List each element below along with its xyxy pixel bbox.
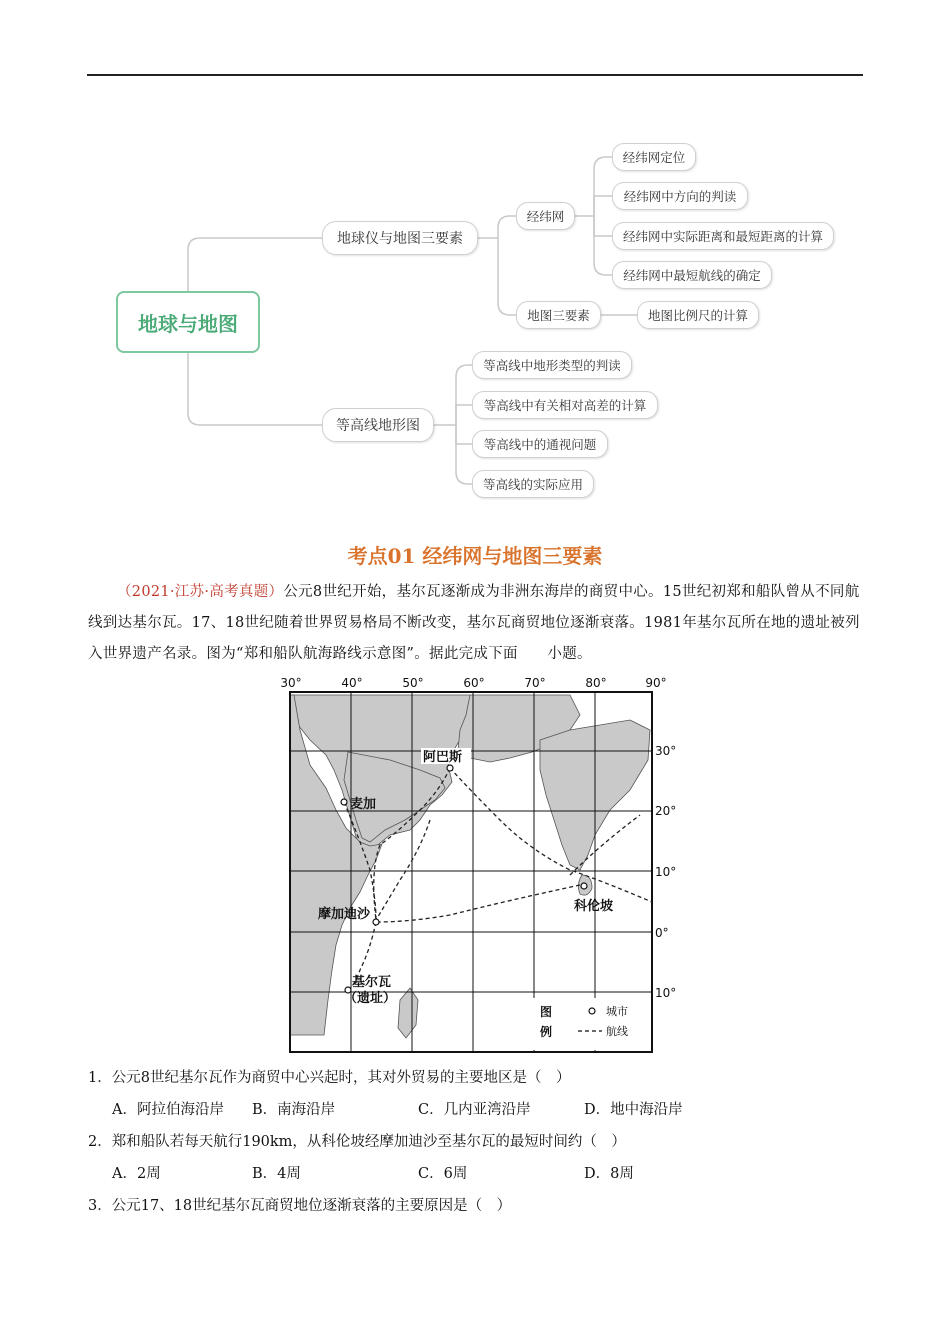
q1-option-d[interactable]: D．地中海沿岸: [584, 1102, 683, 1118]
intro-text: 公元8世纪开始，基尔瓦逐渐成为非洲东海岸的商贸中心。15世纪初郑和船队曾从不同航线到达基尔瓦。17、18世纪随着世界贸易格局不断改变，基尔瓦商贸地位逐渐衰落。1981年基尔瓦所在地的遗址被列入世界遗产名录。图为“郑和船队航海路线示意图”。据此完成下面 小题。: [88, 584, 860, 662]
lon-label: 90°: [645, 676, 667, 690]
map-legend: [532, 998, 650, 1050]
mindmap-item: 经纬网中实际距离和最短距离的计算: [612, 222, 834, 250]
svg-text:航线: 航线: [606, 1025, 628, 1038]
lat-label: 30°: [655, 744, 677, 758]
lat-label: 10°: [655, 986, 677, 1000]
lon-label: 70°: [524, 676, 546, 690]
route-map: [270, 670, 690, 1060]
place-kilwa-note: （遗址）: [344, 991, 397, 1006]
q2-option-b[interactable]: B．4周: [252, 1166, 301, 1182]
question-3: 3．公元17、18世纪基尔瓦商贸地位逐渐衰落的主要原因是（ ）: [88, 1198, 512, 1214]
mindmap-item: 经纬网定位: [612, 143, 696, 171]
mindmap-item: 等高线中有关相对高差的计算: [472, 391, 658, 419]
mindmap-root: 地球与地图: [116, 291, 260, 353]
place-abbas: 阿巴斯: [423, 750, 463, 765]
svg-text:图: 图: [540, 1005, 553, 1019]
lat-label: 10°: [655, 865, 677, 879]
q1-option-c[interactable]: C．几内亚湾沿岸: [418, 1102, 531, 1118]
mindmap-item: 地图比例尺的计算: [637, 301, 759, 329]
question-2: 2．郑和船队若每天航行190km，从科伦坡经摩加迪沙至基尔瓦的最短时间约（ ）: [88, 1134, 626, 1150]
mindmap-sub-map-elements: 地图三要素: [516, 301, 601, 329]
q2-option-a[interactable]: A．2周: [112, 1166, 161, 1182]
place-mogadishu: 摩加迪沙: [318, 907, 371, 922]
q1-option-b[interactable]: B．南海沿岸: [252, 1102, 336, 1118]
place-kilwa: 基尔瓦: [352, 975, 392, 990]
mindmap-sub-graticule: 经纬网: [516, 202, 575, 230]
section-title: 考点01 经纬网与地图三要素: [347, 544, 603, 568]
lat-label: 0°: [655, 926, 669, 940]
source-tag: （2021·江苏·高考真题）: [117, 584, 284, 600]
svg-text:城市: 城市: [606, 1005, 628, 1018]
lon-label: 80°: [585, 676, 607, 690]
mindmap-item: 等高线中的通视问题: [472, 430, 608, 458]
mindmap-item: 经纬网中最短航线的确定: [612, 261, 772, 289]
lon-label: 30°: [280, 676, 302, 690]
q2-option-d[interactable]: D．8周: [584, 1166, 634, 1182]
mindmap-branch-contour: 等高线地形图: [322, 408, 434, 442]
place-colombo: 科伦坡: [574, 899, 614, 914]
lon-label: 50°: [402, 676, 424, 690]
question-1: 1．公元8世纪基尔瓦作为商贸中心兴起时，其对外贸易的主要地区是（ ）: [88, 1070, 571, 1086]
lat-label: 20°: [655, 804, 677, 818]
lon-label: 40°: [341, 676, 363, 690]
mindmap-item: 等高线的实际应用: [472, 470, 594, 498]
q1-option-a[interactable]: A．阿拉伯海沿岸: [112, 1102, 224, 1118]
place-mecca: 麦加: [350, 797, 377, 812]
q2-option-c[interactable]: C．6周: [418, 1166, 468, 1182]
mindmap-item: 等高线中地形类型的判读: [472, 351, 632, 379]
lon-label: 60°: [463, 676, 485, 690]
mindmap-branch-globe: 地球仪与地图三要素: [322, 221, 478, 255]
intro-paragraph: [88, 577, 863, 670]
mindmap-item: 经纬网中方向的判读: [612, 182, 748, 210]
svg-text:例: 例: [540, 1025, 553, 1039]
